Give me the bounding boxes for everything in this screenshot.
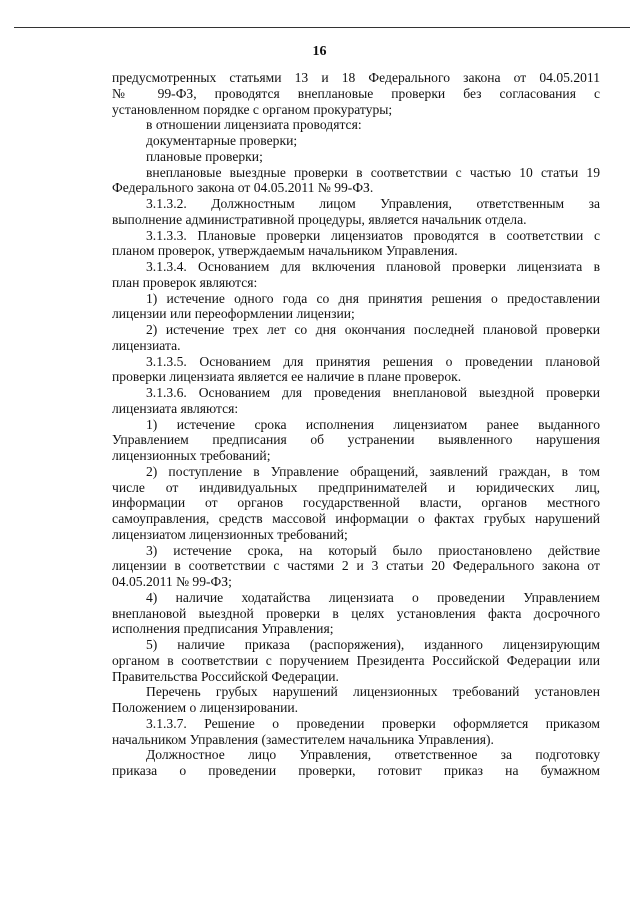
text-line: внеплановые выездные проверки в соответствии с частью 10 статьи 19 [146, 164, 600, 180]
text-line: выполнение административной процедуры, является начальник отдела. [112, 211, 527, 227]
text-line: проверки лицензиата является ее наличие в плане проверок. [112, 369, 462, 385]
text-line: лицензионных требований; [112, 448, 271, 463]
text-line: Правительства Российской Федерации. [112, 668, 339, 684]
text-line: плановые проверки; [146, 148, 263, 164]
page-number: 16 [312, 44, 327, 59]
text-line: самоуправления, средств массовой информации о фактах грубых нарушений [112, 511, 600, 526]
text-line: 1) истечение одного года со дня принятия решения о предоставлении [146, 290, 600, 306]
text-line: 3.1.3.4. Основанием для включения плановой проверки лицензиата в [146, 259, 600, 274]
text-line: начальником Управления (заместителем начальника Управления). [112, 731, 494, 747]
text-line: лицензиатом лицензионных требований; [112, 526, 348, 542]
text-line: исполнения предписания Управления; [112, 621, 334, 637]
text-line: установленном порядке с органом прокуратуры; [112, 101, 393, 117]
text-line: лицензиата являются: [112, 400, 239, 416]
paragraph [112, 291, 600, 323]
document-body [112, 70, 600, 779]
text-line: 2) поступление в Управление обращений, заявлений граждан, в том [146, 463, 600, 479]
paragraph [112, 149, 600, 165]
text-line: Должностное лицо Управления, ответственное за подготовку [146, 747, 600, 763]
text-line: в отношении лицензиата проводятся: [146, 117, 362, 133]
paragraph [112, 354, 600, 386]
paragraph [112, 747, 600, 779]
text-line: лицензии в соответствии с частями 2 и 3 статьи 20 Федерального закона от [112, 558, 600, 574]
paragraph [112, 196, 600, 228]
paragraph [112, 322, 600, 354]
text-line: Положением о лицензировании. [112, 700, 299, 715]
text-line: Управлением предписания об устранении выявленного нарушения [112, 432, 600, 448]
paragraph [112, 385, 600, 417]
text-line: 3.1.3.6. Основанием для проведения внеплановой выездной проверки [146, 385, 600, 400]
text-line: документарные проверки; [146, 133, 298, 148]
paragraph [112, 716, 600, 748]
text-line: Федерального закона от 04.05.2011 № 99-ФЗ. [112, 180, 374, 196]
text-line: № 99-ФЗ, проводятся внеплановые проверки без согласования с [112, 85, 600, 101]
text-line: приказа о проведении проверки, готовит приказ на бумажном [112, 763, 600, 778]
text-line: внеплановой выездной проверки в целях установления факта досрочного [112, 605, 600, 621]
paragraph [112, 637, 600, 684]
paragraph [112, 417, 600, 464]
text-line: 1) истечение срока исполнения лицензиатом ранее выданного [146, 416, 600, 432]
text-line: 3.1.3.7. Решение о проведении проверки оформляется приказом [146, 715, 600, 731]
text-line: 5) наличие приказа (распоряжения), изданного лицензирующим [146, 637, 600, 652]
paragraph [112, 464, 600, 543]
text-line: 3.1.3.3. Плановые проверки лицензиатов проводятся в соответствии с [146, 227, 600, 243]
text-line: планом проверок, утверждаемым начальником Управления. [112, 243, 458, 259]
header-rule [14, 27, 630, 28]
text-line: 3.1.3.5. Основанием для принятия решения о проведении плановой [146, 353, 600, 369]
paragraph [112, 543, 600, 590]
text-line: предусмотренных статьями 13 и 18 Федерального закона от 04.05.2011 [112, 70, 600, 85]
paragraph [112, 684, 600, 716]
text-line: лицензии или переоформлении лицензии; [112, 306, 355, 322]
text-line: 3) истечение срока, на который было приостановлено действие [146, 542, 600, 558]
paragraph [112, 259, 600, 291]
text-line: 4) наличие ходатайства лицензиата о проведении Управлением [146, 589, 600, 605]
text-line: 04.05.2011 № 99-ФЗ; [112, 574, 232, 589]
paragraph [112, 117, 600, 133]
text-line: информации от органов государственной власти, органов местного [112, 495, 600, 511]
text-line: 2) истечение трех лет со дня окончания последней плановой проверки [146, 322, 600, 337]
paragraph [112, 228, 600, 260]
text-line: Перечень грубых нарушений лицензионных требований установлен [146, 684, 600, 700]
paragraph [112, 70, 600, 117]
text-line: органом в соответствии с поручением Президента Российской Федерации или [112, 652, 600, 668]
text-line: лицензиата. [112, 337, 181, 353]
text-line: 3.1.3.2. Должностным лицом Управления, ответственным за [146, 196, 600, 211]
text-line: план проверок являются: [112, 274, 258, 290]
paragraph [112, 165, 600, 197]
paragraph [112, 133, 600, 149]
text-line: числе от индивидуальных предпринимателей и юридических лиц, [112, 479, 600, 495]
paragraph [112, 590, 600, 637]
